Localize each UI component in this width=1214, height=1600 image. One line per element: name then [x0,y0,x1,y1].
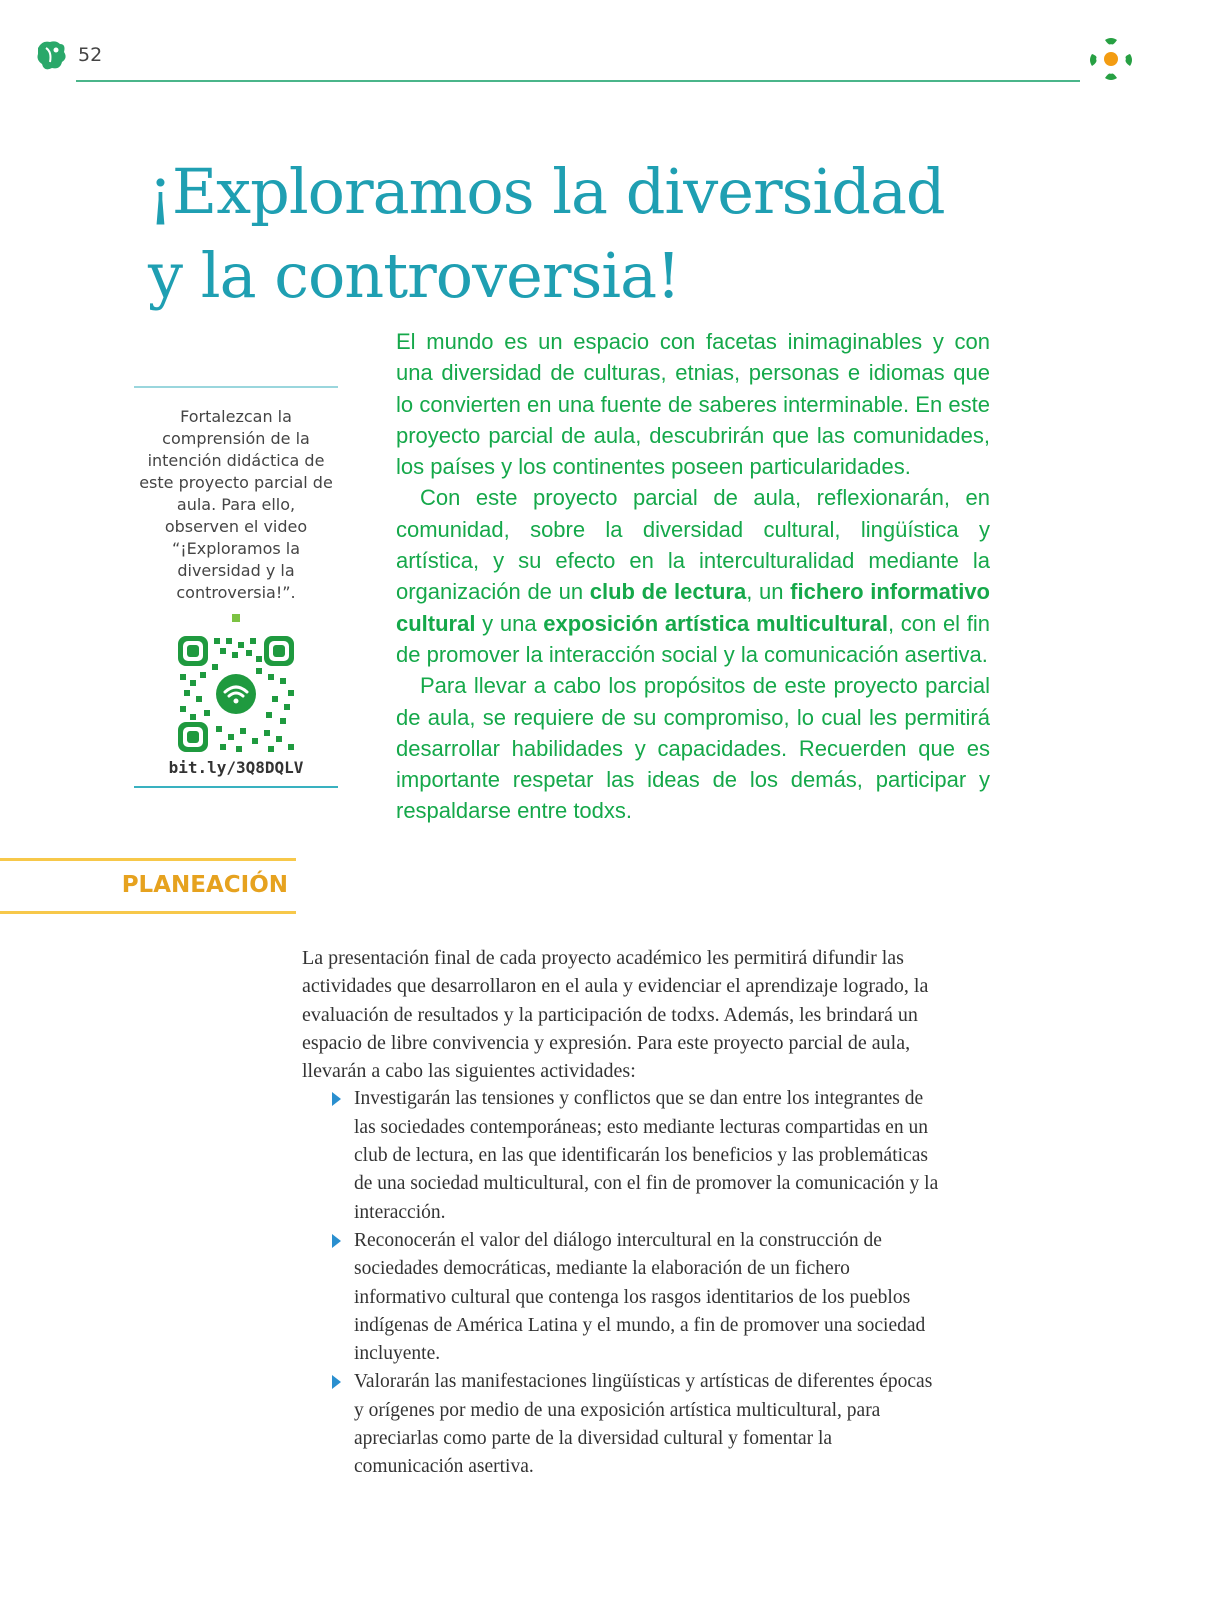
intro-p2-text-e: , con el fin de promover la interacción social y la comunicación asertiva. [396,610,990,667]
green-leaf-logo-icon [34,38,68,72]
bullet-arrow-icon [332,1375,341,1389]
list-item [354,1227,942,1368]
intro-paragraph-1: El mundo es un espacio con facetas inimaginables y con una diversidad de culturas, etnias, personas e idiomas que lo convierten en una fuente de saberes interminable. En este proyecto parcial de aula, descubrirán que las comunidades, los países y los continentes poseen particularidades. [396,329,990,480]
title-line-2: y la controversia! [148,239,680,312]
qr-code-icon[interactable] [176,634,296,754]
community-circle-emblem-icon [1086,34,1136,84]
section-heading-label: PLANEACIÓN [121,872,288,898]
club-de-lectura-term: club de lectura [589,579,747,605]
video-short-link[interactable]: bit.ly/3Q8DQLV [168,758,304,777]
intro-paragraph-3: Para llevar a cabo los propósitos de este proyecto parcial de aula, se requiere de su compromiso, lo cual les permitirá desarrollar habilidades y capacidades. Recuerden que es importante respetar las ideas de los demás, participar y respaldarse entre todxs. [396,673,990,824]
intro-paragraph-2 [396,482,990,670]
page-number: 52 [78,44,103,66]
intro-p2-text-a: Con este proyecto parcial de aula, reflexionarán, en comunidad, sobre la diversidad cultural, lingüística y artística, y su efecto en la interculturalidad mediante la organización de un [396,485,990,605]
page-title [148,150,945,318]
list-item-text: Investigarán las tensiones y conflictos que se dan entre los integrantes de las sociedades contemporáneas; esto mediante lecturas compartidas en un club de lectura, en las que identificarán los beneficios y las problemáticas de una sociedad multicultural, con el fin de promover la comunicación y la interacción. [354,1088,939,1223]
activities-list [302,1085,942,1481]
bullet-arrow-icon [332,1234,341,1248]
list-item [354,1368,942,1481]
planning-body [302,944,942,1482]
list-item-text: Valorarán las manifestaciones lingüísticas y artísticas de diferentes épocas y orígenes por medio de una exposición artística multicultural, para apreciarlas como parte de la diversidad cultural y fomentar la comunicación asertiva. [354,1371,933,1478]
intro-text [396,326,990,827]
list-item [354,1085,942,1226]
title-line-1: ¡Exploramos la diversidad [148,155,945,228]
planning-paragraph: La presentación final de cada proyecto académico les permitirá difundir las actividades que desarrollaron en el aula y evidenciar el aprendizaje logrado, la evaluación de resultados y la participación de todxs. Además, les brindará un espacio de libre convivencia y expresión. Para este proyecto parcial de aula, llevarán a cabo las siguientes actividades: [302,947,929,1083]
sidebar-instructions: Fortalezcan la comprensión de la intención didáctica de este proyecto parcial de aula. Para ello, observen el video “¡Exploramos la diversidad y la controversia!”. [139,407,333,602]
video-sidebar [134,386,338,788]
section-heading-planeacion [0,858,296,914]
intro-p2-text-d: y una [475,610,544,636]
list-item-text: Reconocerán el valor del diálogo intercultural en la construcción de sociedades democráticas, mediante la elaboración de un fichero informativo cultural que contenga los rasgos identitarios de los pueblos indígenas de América Latina y el mundo, a fin de promover una sociedad incluyente. [354,1229,926,1365]
fichero-informativo-term: fichero informativo cultural [396,579,990,636]
sidebar-bullet-dot [232,614,240,622]
exposicion-artistica-term: exposición artística multicultural [543,610,888,636]
intro-p2-text-c: , un [746,579,791,605]
bullet-arrow-icon [332,1092,341,1106]
header-divider [76,80,1080,82]
